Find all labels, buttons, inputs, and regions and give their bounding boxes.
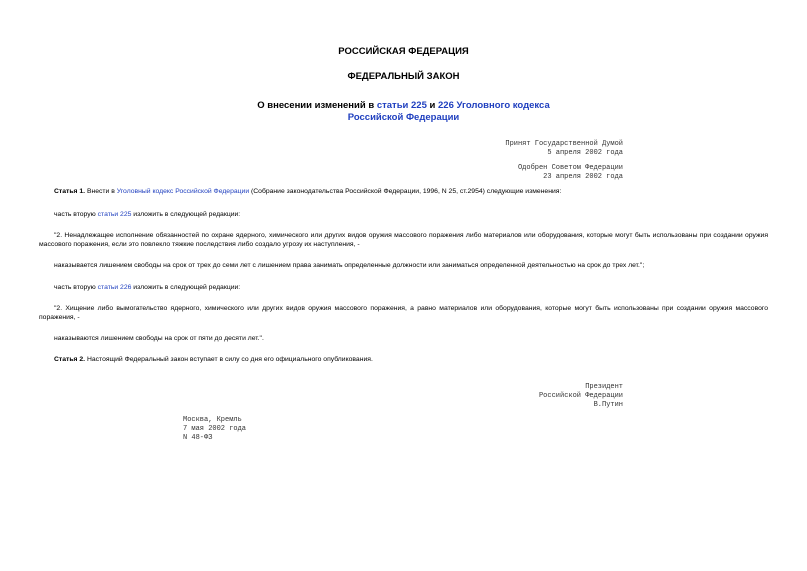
article-225-text-paragraph: "2. Ненадлежащее исполнение обязанностей по охране ядерного, химического или других видов оружия массового поражения либо материалов или оборудования, которые могут быть использованы при создании оружия массового поражения, если это повлекло тяжкие последствия либо создало угрозу их наступления, - bbox=[39, 232, 768, 248]
duma-line-1: Принят Государственной Думой bbox=[505, 140, 623, 148]
article-1-label: Статья 1. bbox=[54, 188, 86, 195]
article-1-paragraph bbox=[39, 187, 768, 196]
title-prefix: О внесении изменений в bbox=[257, 100, 377, 111]
title-link-article-226[interactable]: 226 Уголовного кодекса bbox=[438, 100, 550, 111]
place-line-3: N 48-ФЗ bbox=[183, 434, 213, 442]
duma-adoption-note bbox=[505, 140, 623, 158]
country-text: РОССИЙСКАЯ ФЕДЕРАЦИЯ bbox=[338, 46, 469, 57]
council-approval-note bbox=[518, 164, 623, 182]
title-link-article-225[interactable]: статьи 225 bbox=[376, 100, 427, 111]
place-line-2: 7 мая 2002 года bbox=[183, 425, 247, 433]
president-signature bbox=[539, 383, 623, 410]
signature-line-3: В.Путин bbox=[593, 401, 623, 409]
article-1-pre: Внести в bbox=[85, 188, 117, 195]
article-2-label: Статья 2. bbox=[54, 356, 86, 363]
criminal-code-link[interactable]: Уголовный кодекс Российской Федерации bbox=[116, 188, 250, 195]
document-law-type-heading bbox=[0, 71, 807, 83]
signature-line-1: Президент bbox=[585, 383, 623, 391]
duma-line-2: 5 апреля 2002 года bbox=[547, 149, 623, 157]
document-country-heading bbox=[0, 46, 807, 58]
signature-line-2: Российской Федерации bbox=[538, 392, 623, 400]
title-and: и bbox=[426, 100, 438, 111]
article-226-text-paragraph: "2. Хищение либо вымогательство ядерного, химического или других видов оружия массового поражения, а равно материалов или оборудования, которые могут быть использованы при создании оружия массового поражения, - bbox=[39, 305, 768, 321]
document-title bbox=[0, 100, 807, 124]
article-225-link[interactable]: статьи 225 bbox=[97, 211, 132, 218]
article-2-text: Настоящий Федеральный закон вступает в силу со дня его официального опубликования. bbox=[85, 356, 373, 363]
article-225-intro-paragraph bbox=[39, 210, 768, 219]
title-link-russian-federation[interactable]: Российской Федерации bbox=[347, 112, 460, 123]
article-1-post: (Собрание законодательства Российской Федерации, 1996, N 25, ст.2954) следующие изменения: bbox=[249, 188, 562, 195]
article-226-link[interactable]: статьи 226 bbox=[97, 284, 132, 291]
article-225-penalty-paragraph: наказывается лишением свободы на срок от трех до семи лет с лишением права занимать определенные должности или заниматься определенной деятельностью на срок до трех лет."; bbox=[54, 262, 645, 269]
p2-post: изложить в следующей редакции: bbox=[131, 211, 241, 218]
p2-pre: часть вторую bbox=[54, 211, 98, 218]
article-226-intro-paragraph bbox=[39, 283, 768, 292]
p5-pre: часть вторую bbox=[54, 284, 98, 291]
council-line-1: Одобрен Советом Федерации bbox=[517, 164, 623, 172]
law-type-text: ФЕДЕРАЛЬНЫЙ ЗАКОН bbox=[347, 71, 460, 82]
article-2-paragraph bbox=[39, 355, 768, 364]
council-line-2: 23 апреля 2002 года bbox=[543, 173, 623, 181]
place-date-number bbox=[183, 416, 246, 443]
article-226-penalty-paragraph: наказываются лишением свободы на срок от пяти до десяти лет.". bbox=[54, 335, 264, 342]
p5-post: изложить в следующей редакции: bbox=[131, 284, 241, 291]
place-line-1: Москва, Кремль bbox=[183, 416, 242, 424]
